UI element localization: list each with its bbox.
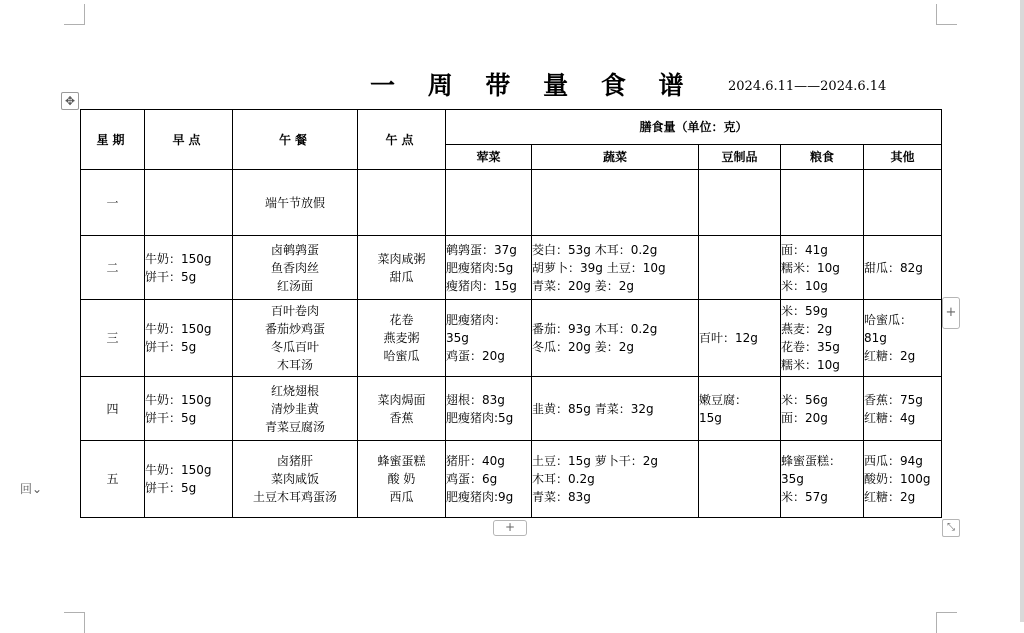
meat-cell: 猪肝：40g 鸡蛋：6g 肥瘦猪肉:9g (446, 441, 532, 518)
lunch-cell: 卤鹌鹑蛋 鱼香肉丝 红汤面 (233, 236, 358, 300)
table-row (81, 377, 942, 441)
day-cell: 五 (81, 441, 145, 518)
grain-cell: 蜂蜜蛋糕： 35g 米：57g (781, 441, 864, 518)
crop-mark-top-left (64, 4, 85, 25)
header-snack: 午点 (358, 110, 446, 170)
meat-cell: 翅根：83g 肥瘦猪肉:5g (446, 377, 532, 441)
day-cell: 三 (81, 300, 145, 377)
day-cell: 四 (81, 377, 145, 441)
header-weekday: 星期 (81, 110, 145, 170)
grain-cell: 米：56g 面：20g (781, 377, 864, 441)
day-cell: 一 (81, 170, 145, 236)
lunch-cell: 卤猪肝 菜肉咸饭 土豆木耳鸡蛋汤 (233, 441, 358, 518)
breakfast-cell: 牛奶：150g 饼干：5g (145, 377, 233, 441)
table-row (81, 300, 942, 377)
header-grain: 粮食 (781, 145, 864, 170)
date-range: 2024.6.11——2024.6.14 (728, 79, 887, 94)
breakfast-cell: 牛奶：150g 饼干：5g (145, 441, 233, 518)
header-breakfast: 早点 (145, 110, 233, 170)
snack-cell: 菜肉焗面 香蕉 (358, 377, 446, 441)
breakfast-cell: 牛奶：150g 饼干：5g (145, 300, 233, 377)
header-intake: 膳食量（单位：克） (446, 110, 942, 145)
table-resize-icon[interactable]: ⤡ (942, 519, 960, 537)
meat-cell: 肥瘦猪肉： 35g 鸡蛋：20g (446, 300, 532, 377)
header-veg: 蔬菜 (532, 145, 699, 170)
add-row-button[interactable]: + (493, 520, 527, 536)
soy-cell (699, 236, 781, 300)
soy-cell: 嫩豆腐： 15g (699, 377, 781, 441)
header-lunch: 午餐 (233, 110, 358, 170)
snack-cell: 菜肉咸粥 甜瓜 (358, 236, 446, 300)
breakfast-cell: 牛奶：150g 饼干：5g (145, 236, 233, 300)
crop-mark-bottom-left (64, 612, 85, 633)
lunch-cell: 百叶卷肉 番茄炒鸡蛋 冬瓜百叶 木耳汤 (233, 300, 358, 377)
snack-cell: 蜂蜜蛋糕 酸 奶 西瓜 (358, 441, 446, 518)
veg-cell: 茭白：53g 木耳：0.2g 胡萝卜：39g 土豆：10g 青菜：20g 姜：2g (532, 236, 699, 300)
header-meat: 荤菜 (446, 145, 532, 170)
meat-cell: 鹌鹑蛋：37g 肥瘦猪肉:5g 瘦猪肉：15g (446, 236, 532, 300)
snack-cell: 花卷 燕麦粥 哈蜜瓜 (358, 300, 446, 377)
crop-mark-bottom-right (936, 612, 957, 633)
table-row (81, 170, 942, 236)
other-cell: 甜瓜：82g (864, 236, 942, 300)
veg-cell: 土豆：15g 萝卜干：2g 木耳：0.2g 青菜：83g (532, 441, 699, 518)
grain-cell: 米：59g 燕麦：2g 花卷：35g 糯米：10g (781, 300, 864, 377)
soy-cell: 百叶：12g (699, 300, 781, 377)
holiday-note: 端午节放假 (233, 170, 358, 236)
table-move-icon[interactable]: ✥ (61, 92, 79, 110)
page-title: 一 周 带 量 食 谱 (370, 71, 696, 100)
paragraph-tool-icon[interactable]: 回⌄ (20, 482, 43, 496)
header-other: 其他 (864, 145, 942, 170)
day-cell: 二 (81, 236, 145, 300)
table-row (81, 236, 942, 300)
crop-mark-top-right (936, 4, 957, 25)
veg-cell: 番茄：93g 木耳：0.2g 冬瓜：20g 姜：2g (532, 300, 699, 377)
other-cell: 哈蜜瓜： 81g 红糖：2g (864, 300, 942, 377)
add-column-button[interactable]: + (942, 297, 960, 329)
veg-cell: 韭黄：85g 青菜：32g (532, 377, 699, 441)
weekly-menu-table (80, 109, 942, 518)
other-cell: 香蕉：75g 红糖：4g (864, 377, 942, 441)
vertical-scrollbar[interactable] (1020, 0, 1024, 622)
other-cell: 西瓜：94g 酸奶：100g 红糖：2g (864, 441, 942, 518)
header-soy: 豆制品 (699, 145, 781, 170)
soy-cell (699, 441, 781, 518)
grain-cell: 面：41g 糯米：10g 米：10g (781, 236, 864, 300)
table-row (81, 441, 942, 518)
lunch-cell: 红烧翅根 清炒韭黄 青菜豆腐汤 (233, 377, 358, 441)
